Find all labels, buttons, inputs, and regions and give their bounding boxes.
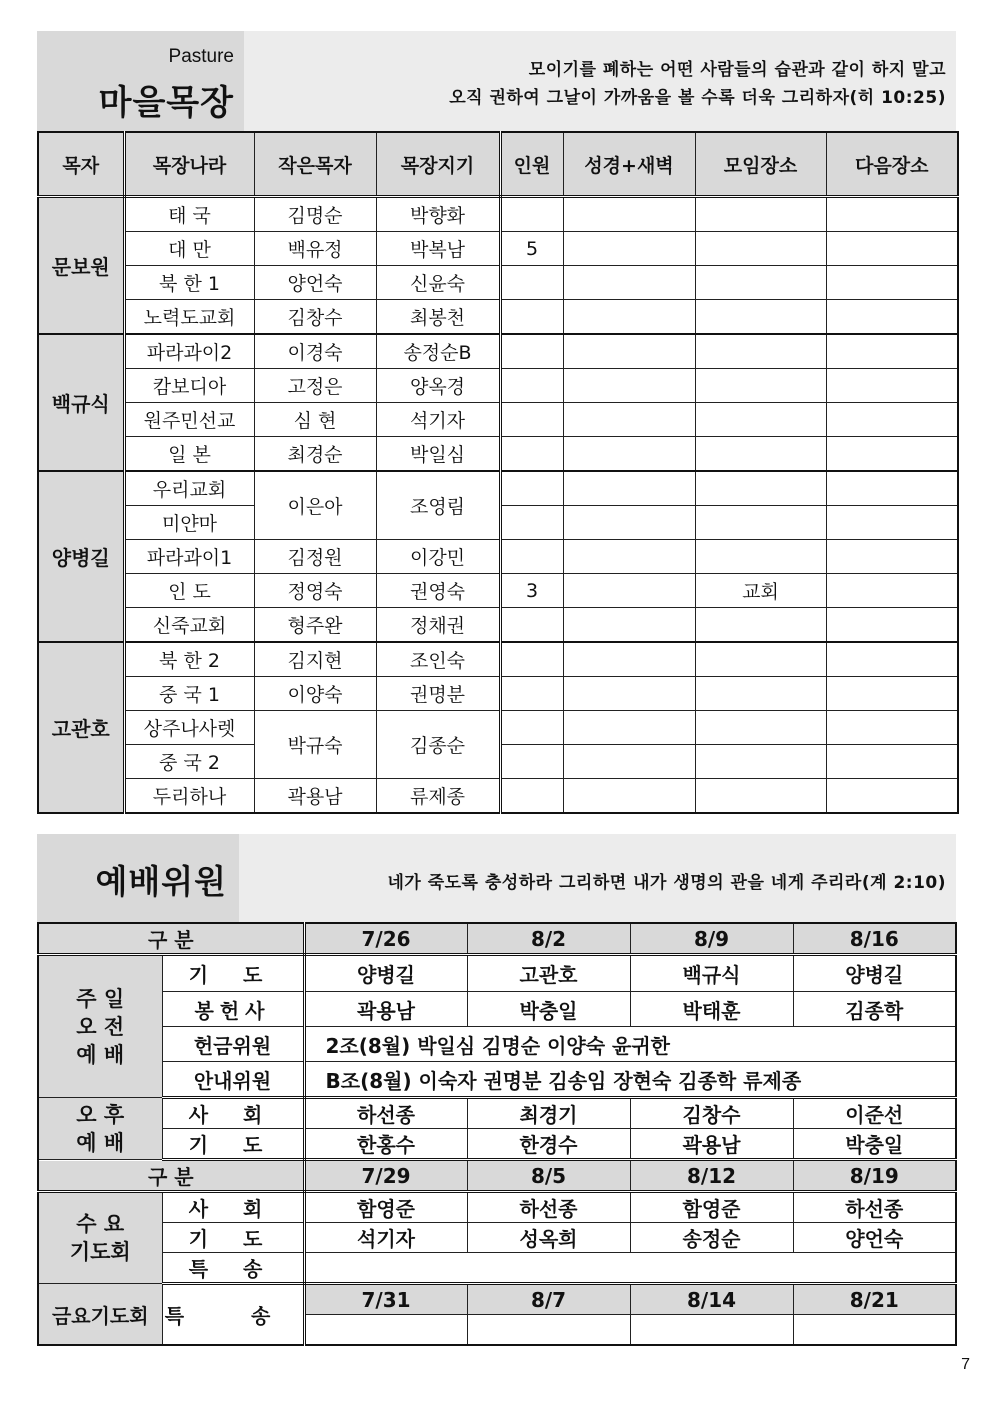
sunday-am-label-line: 주 일 (76, 986, 125, 1011)
place-cell (695, 197, 826, 232)
table-row (38, 992, 956, 1027)
country-cell: 원주민선교 (124, 403, 254, 437)
offering-label (162, 992, 304, 1027)
place-cell (695, 642, 826, 677)
next-cell (826, 779, 958, 814)
bible-cell (563, 642, 695, 677)
offering-cell: 김종학 (793, 992, 956, 1027)
next-cell (826, 608, 958, 643)
table-row (38, 334, 958, 369)
country-cell: 우리교회 (124, 471, 254, 506)
next-cell (826, 266, 958, 300)
count-cell (500, 779, 563, 814)
table-row (38, 574, 958, 608)
fri-special-cell (793, 1315, 956, 1346)
table-row (38, 608, 958, 643)
pm-label-line: 오 후 (76, 1102, 125, 1127)
small-shepherd-cell: 이은아 (254, 471, 376, 540)
table-row (38, 1223, 956, 1253)
country-cell: 상주나사렛 (124, 711, 254, 745)
next-cell (826, 334, 958, 369)
bible-cell (563, 471, 695, 506)
next-cell (826, 574, 958, 608)
keeper-cell: 조인숙 (376, 642, 500, 677)
keeper-cell: 이강민 (376, 540, 500, 574)
bible-cell (563, 779, 695, 814)
keeper-cell: 박향화 (376, 197, 500, 232)
wed-host-cell: 하선종 (793, 1192, 956, 1223)
maeul-header-row (38, 132, 958, 197)
sunday-am-label (38, 955, 162, 1098)
place-cell (695, 403, 826, 437)
keeper-cell: 김종순 (376, 711, 500, 779)
bible-cell (563, 608, 695, 643)
yebae-table (37, 922, 957, 1346)
country-cell: 신죽교회 (124, 608, 254, 643)
table-row (38, 1129, 956, 1160)
bible-cell (563, 232, 695, 266)
small-shepherd-cell: 백유정 (254, 232, 376, 266)
place-cell (695, 779, 826, 814)
table-row (38, 403, 958, 437)
prayer-cell: 고관호 (467, 955, 630, 992)
place-cell: 교회 (695, 574, 826, 608)
table-row (38, 197, 958, 232)
count-cell (500, 266, 563, 300)
count-cell (500, 403, 563, 437)
count-cell (500, 334, 563, 369)
small-shepherd-cell: 박규숙 (254, 711, 376, 779)
maeul-table (37, 131, 959, 814)
header-country: 목장나라 (124, 132, 254, 197)
usher-label: 안내위원 (162, 1062, 304, 1098)
small-shepherd-cell: 고정은 (254, 369, 376, 403)
header-place: 모임장소 (695, 132, 826, 197)
place-cell (695, 266, 826, 300)
small-shepherd-cell: 양언숙 (254, 266, 376, 300)
yebae-title-box (37, 834, 239, 922)
next-cell (826, 506, 958, 540)
country-cell: 두리하나 (124, 779, 254, 814)
sunday-date-row (38, 923, 956, 955)
prayer-label (162, 955, 304, 992)
pm-host-label (162, 1098, 304, 1129)
pm-host-label-text: 사 회 (188, 1103, 277, 1127)
table-row (38, 1192, 956, 1223)
wed-prayer-cell: 송정순 (630, 1223, 793, 1253)
bible-cell (563, 574, 695, 608)
table-row (38, 266, 958, 300)
small-shepherd-cell: 정영숙 (254, 574, 376, 608)
small-shepherd-cell: 김창수 (254, 300, 376, 335)
wed-host-cell: 함영준 (630, 1192, 793, 1223)
prayer-label-text: 기 도 (188, 963, 277, 987)
place-cell (695, 540, 826, 574)
wed-date: 8/5 (467, 1160, 630, 1192)
offertory-label: 헌금위원 (162, 1027, 304, 1062)
place-cell (695, 711, 826, 745)
next-cell (826, 369, 958, 403)
count-cell: 3 (500, 574, 563, 608)
count-cell: 5 (500, 232, 563, 266)
next-cell (826, 232, 958, 266)
bible-cell (563, 369, 695, 403)
count-cell (500, 608, 563, 643)
country-cell: 미얀마 (124, 506, 254, 540)
pm-host-cell: 하선종 (304, 1098, 467, 1129)
keeper-cell: 석기자 (376, 403, 500, 437)
bible-cell (563, 711, 695, 745)
count-cell (500, 369, 563, 403)
next-cell (826, 745, 958, 779)
header-keeper: 목장지기 (376, 132, 500, 197)
gubun2-label: 구 분 (38, 1160, 304, 1192)
wed-label (38, 1192, 162, 1284)
country-cell: 파라과이2 (124, 334, 254, 369)
header-next: 다음장소 (826, 132, 958, 197)
next-cell (826, 197, 958, 232)
small-shepherd-cell: 심 현 (254, 403, 376, 437)
gubun-label: 구 분 (38, 923, 304, 955)
small-shepherd-cell: 이양숙 (254, 677, 376, 711)
pm-prayer-label (162, 1129, 304, 1160)
next-cell (826, 437, 958, 472)
country-cell: 중 국 2 (124, 745, 254, 779)
small-shepherd-cell: 김명순 (254, 197, 376, 232)
country-cell: 일 본 (124, 437, 254, 472)
small-shepherd-cell: 이경숙 (254, 334, 376, 369)
country-cell: 캄보디아 (124, 369, 254, 403)
table-row (38, 232, 958, 266)
wed-special-label-text: 특 송 (188, 1257, 277, 1281)
country-cell: 북 한 2 (124, 642, 254, 677)
table-row (38, 369, 958, 403)
fri-special-cell (467, 1315, 630, 1346)
sunday-date: 8/2 (467, 923, 630, 955)
place-cell (695, 677, 826, 711)
table-row (38, 711, 958, 745)
wed-special-cell (304, 1253, 956, 1284)
place-cell (695, 471, 826, 506)
wed-prayer-label (162, 1223, 304, 1253)
pm-host-cell: 최경기 (467, 1098, 630, 1129)
keeper-cell: 권명분 (376, 677, 500, 711)
keeper-cell: 송정순B (376, 334, 500, 369)
table-row (38, 1284, 956, 1315)
wed-date: 7/29 (304, 1160, 467, 1192)
offering-cell: 박충일 (467, 992, 630, 1027)
next-cell (826, 403, 958, 437)
wed-host-label-text: 사 회 (188, 1197, 277, 1221)
bible-cell (563, 300, 695, 335)
keeper-cell: 최봉천 (376, 300, 500, 335)
pm-prayer-cell: 박충일 (793, 1129, 956, 1160)
header-bible: 성경+새벽 (563, 132, 695, 197)
fri-special-label (162, 1284, 304, 1346)
wed-prayer-cell: 석기자 (304, 1223, 467, 1253)
keeper-cell: 류제종 (376, 779, 500, 814)
place-cell (695, 506, 826, 540)
table-row (38, 471, 958, 506)
keeper-cell: 박복남 (376, 232, 500, 266)
bible-cell (563, 403, 695, 437)
next-cell (826, 540, 958, 574)
keeper-cell: 양옥경 (376, 369, 500, 403)
yebae-verse: 네가 죽도록 충성하라 그리하면 내가 생명의 관을 네게 주리라(계 2:10) (387, 873, 946, 893)
count-cell (500, 677, 563, 711)
table-row (38, 1098, 956, 1129)
pm-prayer-cell: 한경수 (467, 1129, 630, 1160)
keeper-cell: 정채권 (376, 608, 500, 643)
place-cell (695, 437, 826, 472)
table-row (38, 779, 958, 814)
offering-cell: 박태훈 (630, 992, 793, 1027)
count-cell (500, 437, 563, 472)
place-cell (695, 369, 826, 403)
pm-prayer-label-text: 기 도 (188, 1133, 277, 1157)
place-cell (695, 334, 826, 369)
bible-cell (563, 745, 695, 779)
offering-cell: 곽용남 (304, 992, 467, 1027)
count-cell (500, 745, 563, 779)
sunday-date: 8/16 (793, 923, 956, 955)
bible-cell (563, 540, 695, 574)
wed-date-row (38, 1160, 956, 1192)
pm-host-cell: 김창수 (630, 1098, 793, 1129)
shepherd-cell: 백규식 (38, 334, 124, 471)
country-cell: 파라과이1 (124, 540, 254, 574)
wed-host-cell: 하선종 (467, 1192, 630, 1223)
bible-cell (563, 334, 695, 369)
wed-prayer-cell: 성옥희 (467, 1223, 630, 1253)
place-cell (695, 232, 826, 266)
place-cell (695, 745, 826, 779)
maeul-verse-line2: 오직 권하여 그날이 가까움을 볼 수록 더욱 그리하자(히 10:25) (449, 88, 946, 108)
table-row (38, 437, 958, 472)
bible-cell (563, 677, 695, 711)
shepherd-cell: 고관호 (38, 642, 124, 813)
country-cell: 노력도교회 (124, 300, 254, 335)
header-small-shepherd: 작은목자 (254, 132, 376, 197)
maeul-title: 마을목장 (98, 83, 234, 123)
bible-cell (563, 266, 695, 300)
maeul-subtitle: Pasture (168, 46, 234, 67)
place-cell (695, 300, 826, 335)
wed-label-line: 수 요 (76, 1212, 125, 1236)
count-cell (500, 471, 563, 506)
usher-cell: B조(8월) 이숙자 권명분 김송임 장현숙 김종학 류제종 (304, 1062, 956, 1098)
sunday-date: 8/9 (630, 923, 793, 955)
shepherd-cell: 양병길 (38, 471, 124, 642)
maeul-verse-line1: 모이기를 폐하는 어떤 사람들의 습관과 같이 하지 말고 (528, 60, 946, 80)
country-cell: 중 국 1 (124, 677, 254, 711)
fri-date: 8/21 (793, 1284, 956, 1315)
pm-label (38, 1098, 162, 1160)
keeper-cell: 신윤숙 (376, 266, 500, 300)
maeul-header (37, 31, 956, 131)
pm-host-cell: 이준선 (793, 1098, 956, 1129)
sunday-am-label-line: 오 전 (76, 1014, 125, 1039)
pm-prayer-cell: 한홍수 (304, 1129, 467, 1160)
keeper-cell: 조영림 (376, 471, 500, 540)
count-cell (500, 197, 563, 232)
table-row (38, 1027, 956, 1062)
wed-host-cell: 함영준 (304, 1192, 467, 1223)
next-cell (826, 677, 958, 711)
table-row (38, 300, 958, 335)
small-shepherd-cell: 곽용남 (254, 779, 376, 814)
next-cell (826, 642, 958, 677)
country-cell: 태 국 (124, 197, 254, 232)
country-cell: 대 만 (124, 232, 254, 266)
fri-special-label-text: 특 송 (164, 1304, 301, 1328)
fri-special-cell (304, 1315, 467, 1346)
count-cell (500, 642, 563, 677)
country-cell: 인 도 (124, 574, 254, 608)
table-row (38, 955, 956, 992)
page-number: 7 (961, 1356, 970, 1373)
wed-host-label (162, 1192, 304, 1223)
table-row (38, 540, 958, 574)
yebae-header (37, 834, 956, 922)
fri-date: 7/31 (304, 1284, 467, 1315)
maeul-verse-box (244, 31, 956, 131)
count-cell (500, 506, 563, 540)
wed-date: 8/19 (793, 1160, 956, 1192)
fri-special-cell (630, 1315, 793, 1346)
yebae-verse-box (239, 834, 956, 922)
small-shepherd-cell: 형주완 (254, 608, 376, 643)
table-row (38, 677, 958, 711)
small-shepherd-cell: 최경순 (254, 437, 376, 472)
fri-date: 8/7 (467, 1284, 630, 1315)
yebae-title: 예배위원 (95, 862, 227, 901)
prayer-cell: 양병길 (304, 955, 467, 992)
next-cell (826, 711, 958, 745)
header-count: 인원 (500, 132, 563, 197)
offering-label-text: 봉헌사 (194, 998, 271, 1023)
next-cell (826, 300, 958, 335)
table-row (38, 642, 958, 677)
prayer-cell: 백규식 (630, 955, 793, 992)
keeper-cell: 권영숙 (376, 574, 500, 608)
place-cell (695, 608, 826, 643)
fri-date: 8/14 (630, 1284, 793, 1315)
wed-prayer-label-text: 기 도 (188, 1227, 277, 1251)
next-cell (826, 471, 958, 506)
bible-cell (563, 197, 695, 232)
pm-prayer-cell: 곽용남 (630, 1129, 793, 1160)
wed-special-label (162, 1253, 304, 1284)
count-cell (500, 540, 563, 574)
sunday-am-label-line: 예 배 (76, 1042, 125, 1067)
small-shepherd-cell: 김정원 (254, 540, 376, 574)
sunday-date: 7/26 (304, 923, 467, 955)
header-shepherd: 목자 (38, 132, 124, 197)
table-row (38, 1062, 956, 1098)
maeul-title-box (37, 31, 244, 131)
table-row (38, 1253, 956, 1284)
shepherd-cell: 문보원 (38, 197, 124, 335)
bible-cell (563, 437, 695, 472)
pm-label-line: 예 배 (76, 1130, 125, 1155)
count-cell (500, 300, 563, 335)
wed-date: 8/12 (630, 1160, 793, 1192)
fri-label: 금요기도회 (38, 1284, 162, 1346)
small-shepherd-cell: 김지현 (254, 642, 376, 677)
count-cell (500, 711, 563, 745)
prayer-cell: 양병길 (793, 955, 956, 992)
country-cell: 북 한 1 (124, 266, 254, 300)
offertory-cell: 2조(8월) 박일심 김명순 이양숙 윤귀한 (304, 1027, 956, 1062)
keeper-cell: 박일심 (376, 437, 500, 472)
bible-cell (563, 506, 695, 540)
wed-label-line: 기도회 (69, 1240, 131, 1264)
wed-prayer-cell: 양언숙 (793, 1223, 956, 1253)
